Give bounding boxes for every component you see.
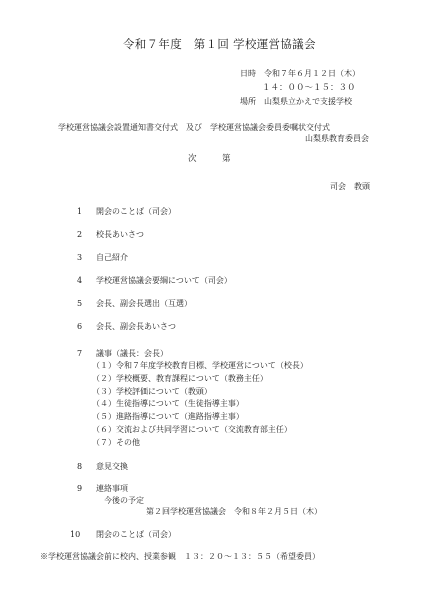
next-meeting: 第２回学校運営協議会 令和８年２月５日（木） xyxy=(146,507,322,516)
item-text: 閉会のことば（司会） xyxy=(96,530,176,539)
meeting-date: 日時 令和７年６月１２日（木） xyxy=(240,69,360,78)
item-number: 9 xyxy=(77,484,83,493)
agenda-item: （２）学校概要、教育課程について（教務主任） xyxy=(92,374,268,383)
item-text: 意見交換 xyxy=(96,462,128,471)
footnote: ※学校運営協議会前に校内、授業参観 １３：２０～１３：５５（希望委員） xyxy=(40,552,320,561)
item-text: 学校運営協議会要綱について（司会） xyxy=(96,276,232,285)
agenda-item: （６）交流および共同学習について（交流教育部主任） xyxy=(92,425,292,434)
program-heading: 次 第 xyxy=(188,154,231,164)
agenda-item: （３）学校評価について（教頭） xyxy=(92,387,212,396)
item-number: 10 xyxy=(70,530,81,539)
item-text: 連絡事項 xyxy=(96,484,128,493)
ceremony-title: 学校運営協議会設置通知書交付式 及び 学校運営協議会委員委嘱状交付式 xyxy=(58,123,330,132)
item-text: 議事（議長：会長） xyxy=(96,349,168,358)
item-number: 1 xyxy=(77,207,83,216)
item-text: 校長あいさつ xyxy=(96,230,144,239)
agenda-item: （７）その他 xyxy=(92,438,140,447)
item-number: 2 xyxy=(77,230,83,239)
item-text: 会長、副会長選出（互選） xyxy=(96,299,192,308)
issuer: 山梨県教育委員会 xyxy=(305,134,369,143)
moderator: 司会 教頭 xyxy=(330,182,370,191)
item-text: 自己紹介 xyxy=(96,253,128,262)
agenda-item: （１）令和７年度学校教育目標、学校運営について（校長） xyxy=(92,361,308,370)
page-title: 令和７年度 第１回 学校運営協議会 xyxy=(123,37,316,51)
agenda-item: （５）進路指導について（進路指導主事） xyxy=(92,412,244,421)
item-number: 6 xyxy=(77,322,83,331)
item-number: 8 xyxy=(77,462,83,471)
meeting-time: １４：００～１５：３０ xyxy=(262,83,356,93)
item-number: 7 xyxy=(77,349,83,358)
item-text: 会長、副会長あいさつ xyxy=(96,322,176,331)
item-number: 4 xyxy=(77,276,83,285)
item-number: 5 xyxy=(77,299,83,308)
agenda-item: （４）生徒指導について（生徒指導主事） xyxy=(92,399,244,408)
item-number: 3 xyxy=(77,253,83,262)
item-text: 開会のことば（司会） xyxy=(96,207,176,216)
notice-heading: 今後の予定 xyxy=(104,496,144,505)
meeting-venue: 場所 山梨県立かえで支援学校 xyxy=(240,97,352,106)
